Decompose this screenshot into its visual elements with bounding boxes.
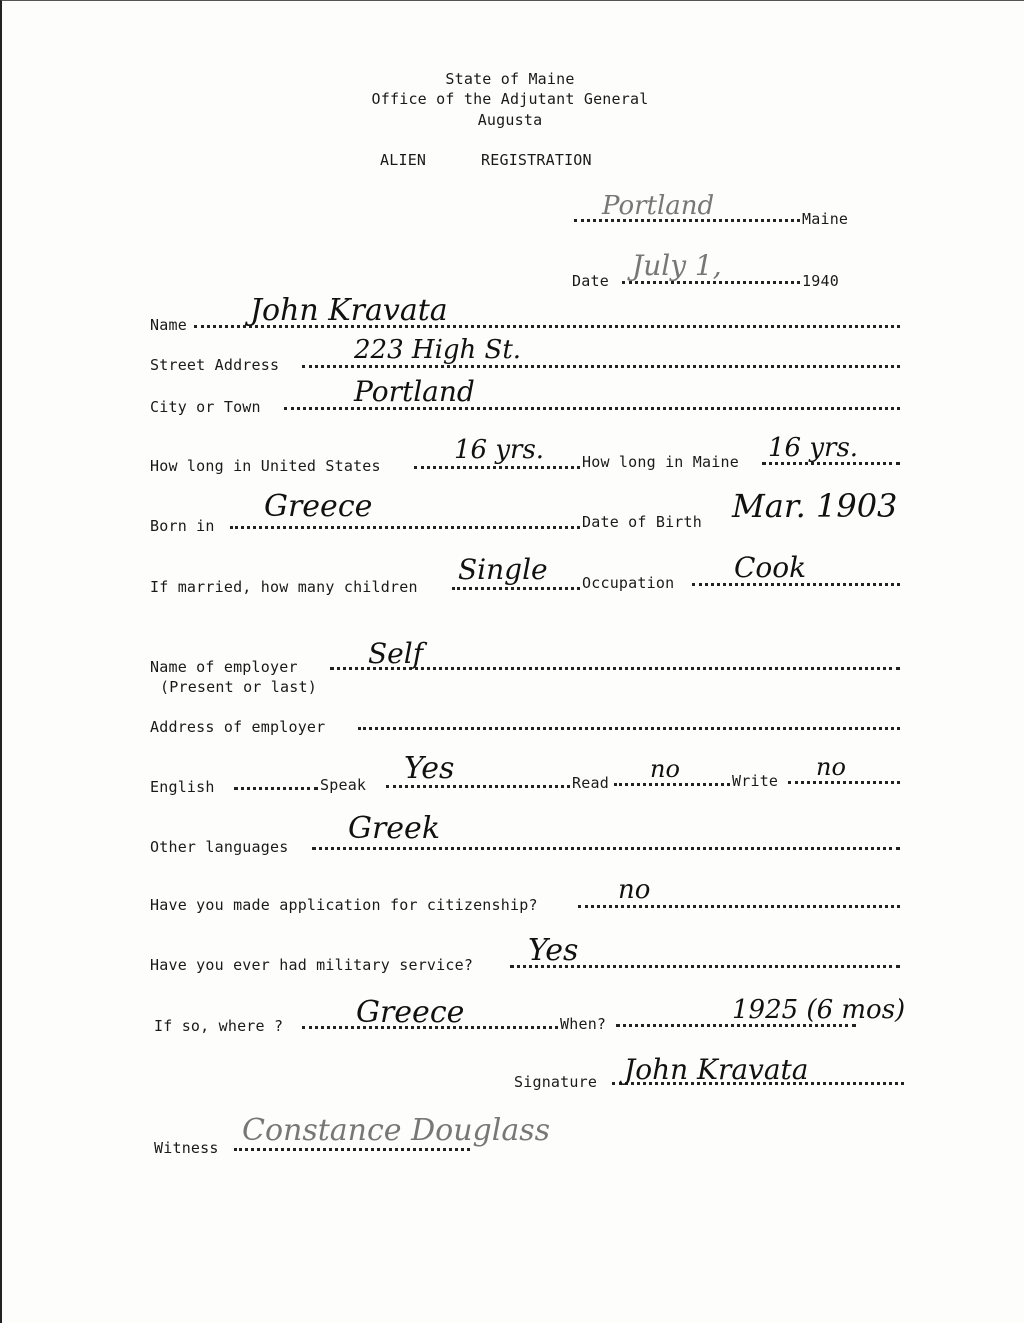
header-state: State of Maine: [445, 70, 575, 88]
witness-label: Witness: [154, 1139, 219, 1157]
header-city: Augusta: [477, 111, 543, 129]
english-line: [234, 785, 318, 790]
date-year: 1940: [802, 272, 839, 290]
date-label: Date: [572, 272, 609, 290]
place-suffix: Maine: [802, 210, 849, 228]
born-label: Born in: [150, 517, 215, 535]
born-value: Greece: [264, 489, 373, 524]
where-value: Greece: [356, 995, 465, 1030]
write-value: no: [816, 753, 846, 781]
place-value: Portland: [602, 191, 715, 221]
when-value: 1925 (6 mos): [732, 995, 906, 1025]
dob-label: Date of Birth: [582, 513, 702, 531]
children-value: Single: [458, 553, 548, 586]
name-value: John Kravata: [250, 293, 448, 328]
when-label: When?: [560, 1015, 607, 1033]
header-office: Office of the Adjutant General: [371, 90, 649, 108]
city-value: Portland: [354, 375, 475, 408]
military-value: Yes: [528, 933, 579, 968]
occupation-label: Occupation: [582, 574, 675, 592]
other-lang-label: Other languages: [150, 838, 289, 856]
military-label: Have you ever had military service?: [150, 956, 474, 974]
date-value: July 1,: [632, 249, 722, 282]
english-label: English: [150, 778, 215, 796]
children-label: If married, how many children: [150, 578, 418, 596]
maine-time-value: 16 yrs.: [768, 433, 859, 463]
form-title-alien: ALIEN: [380, 151, 427, 169]
signature-value: John Kravata: [624, 1053, 809, 1086]
speak-value: Yes: [404, 751, 455, 786]
other-lang-value: Greek: [348, 811, 440, 846]
us-time-value: 16 yrs.: [454, 435, 545, 465]
where-label: If so, where ?: [154, 1017, 284, 1035]
name-label: Name: [150, 316, 187, 334]
witness-value: Constance Douglass: [242, 1113, 550, 1148]
us-time-label: How long in United States: [150, 457, 381, 475]
signature-label: Signature: [514, 1073, 598, 1091]
employer-address-line: [358, 725, 900, 730]
dob-value: Mar. 1903: [732, 487, 898, 525]
street-label: Street Address: [150, 356, 280, 374]
citizenship-value: no: [618, 875, 651, 905]
employer-value: Self: [368, 637, 424, 670]
city-label: City or Town: [150, 398, 261, 416]
read-label: Read: [572, 774, 609, 792]
born-line: [230, 524, 580, 529]
employer-label: Name of employer: [150, 658, 298, 676]
read-value: no: [650, 755, 680, 783]
occupation-value: Cook: [734, 551, 807, 584]
write-label: Write: [732, 772, 779, 790]
maine-time-label: How long in Maine: [582, 453, 739, 471]
employer-sublabel: (Present or last): [160, 678, 317, 696]
speak-label: Speak: [320, 776, 367, 794]
employer-address-label: Address of employer: [150, 718, 326, 736]
street-value: 223 High St.: [354, 335, 522, 365]
citizenship-label: Have you made application for citizenship?: [150, 896, 538, 914]
form-title-registration: REGISTRATION: [481, 151, 592, 169]
